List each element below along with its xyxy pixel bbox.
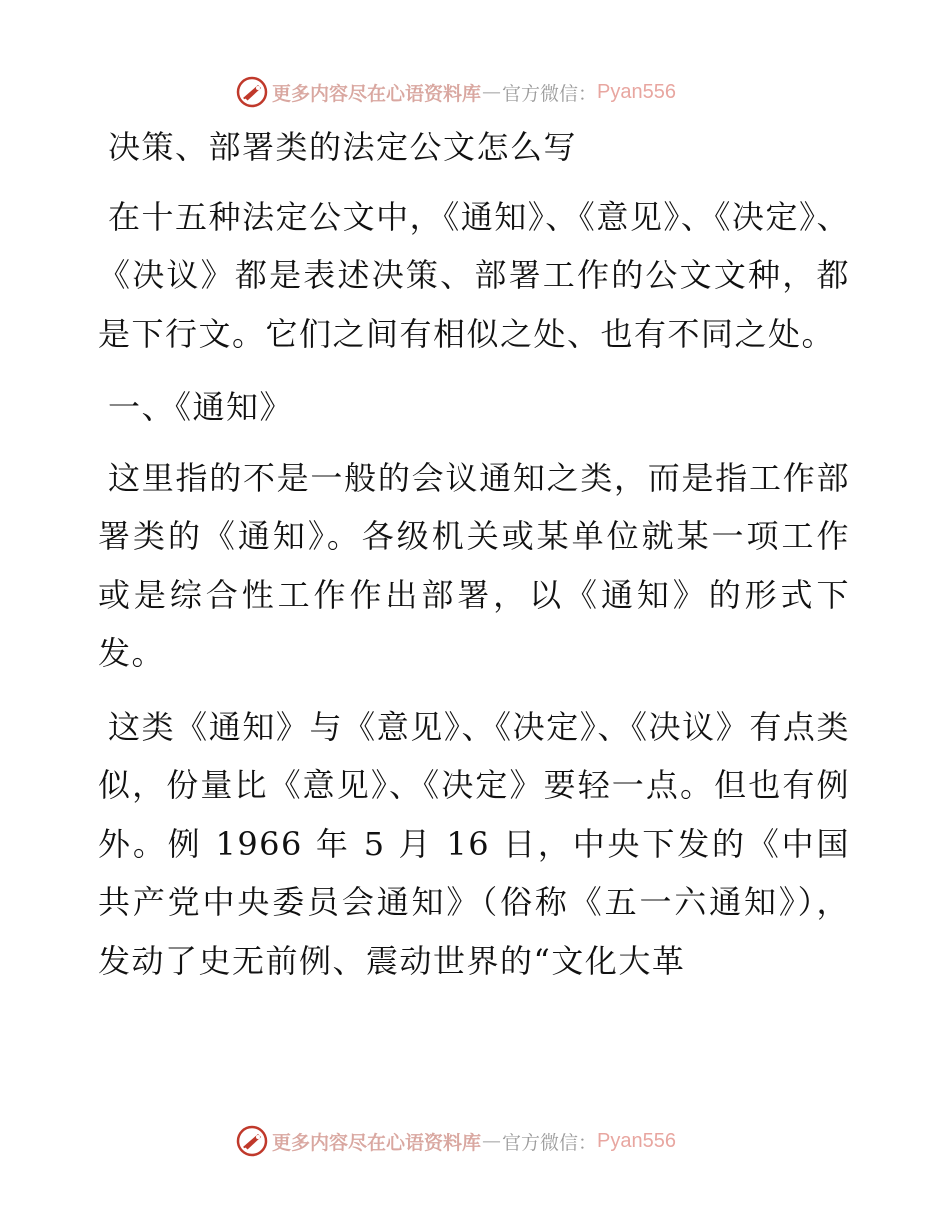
footer-watermark xyxy=(236,1121,716,1161)
watermark-wechat-id: Pyan556 xyxy=(597,80,676,103)
document-title: 决策、部署类的法定公文怎么写 xyxy=(108,128,578,166)
document-body xyxy=(98,118,850,1005)
intro-paragraph: 在十五种法定公文中，《通知》、《意见》、《决定》、《决议》都是表述决策、部署工作的公文文种，都是下行文。它们之间有相似之处、也有不同之处。 xyxy=(98,197,850,353)
section-heading: 一、《通知》 xyxy=(108,388,294,426)
paragraph-1: 这里指的不是一般的会议通知之类，而是指工作部署类的《通知》。各级机关或某单位就某一项工作或是综合性工作作出部署，以《通知》的形式下发。 xyxy=(98,458,850,672)
watermark-main-text: 更多内容尽在心语资料库 xyxy=(272,82,482,105)
watermark-wechat-label: 官方微信： xyxy=(502,1131,598,1154)
watermark-main-text: 更多内容尽在心语资料库 xyxy=(272,1131,482,1154)
paragraph-2: 这类《通知》与《意见》、《决定》、《决议》有点类似，份量比《意见》、《决定》要轻一点。但也有例外。例 1966 年 5 月 16 日，中央下发的《中国共产党中央委员会通知》（俗称《五一六通知》），发动了史无前例、震动世界的“文化大革 xyxy=(98,707,850,980)
watermark-wechat-label: 官方微信： xyxy=(502,82,598,105)
watermark-wechat-id: Pyan556 xyxy=(597,1129,676,1152)
header-watermark xyxy=(236,72,716,112)
watermark-dash: — xyxy=(482,1130,502,1152)
watermark-dash: — xyxy=(482,81,502,103)
pen-logo-icon xyxy=(236,76,268,108)
pen-logo-icon xyxy=(236,1125,268,1157)
